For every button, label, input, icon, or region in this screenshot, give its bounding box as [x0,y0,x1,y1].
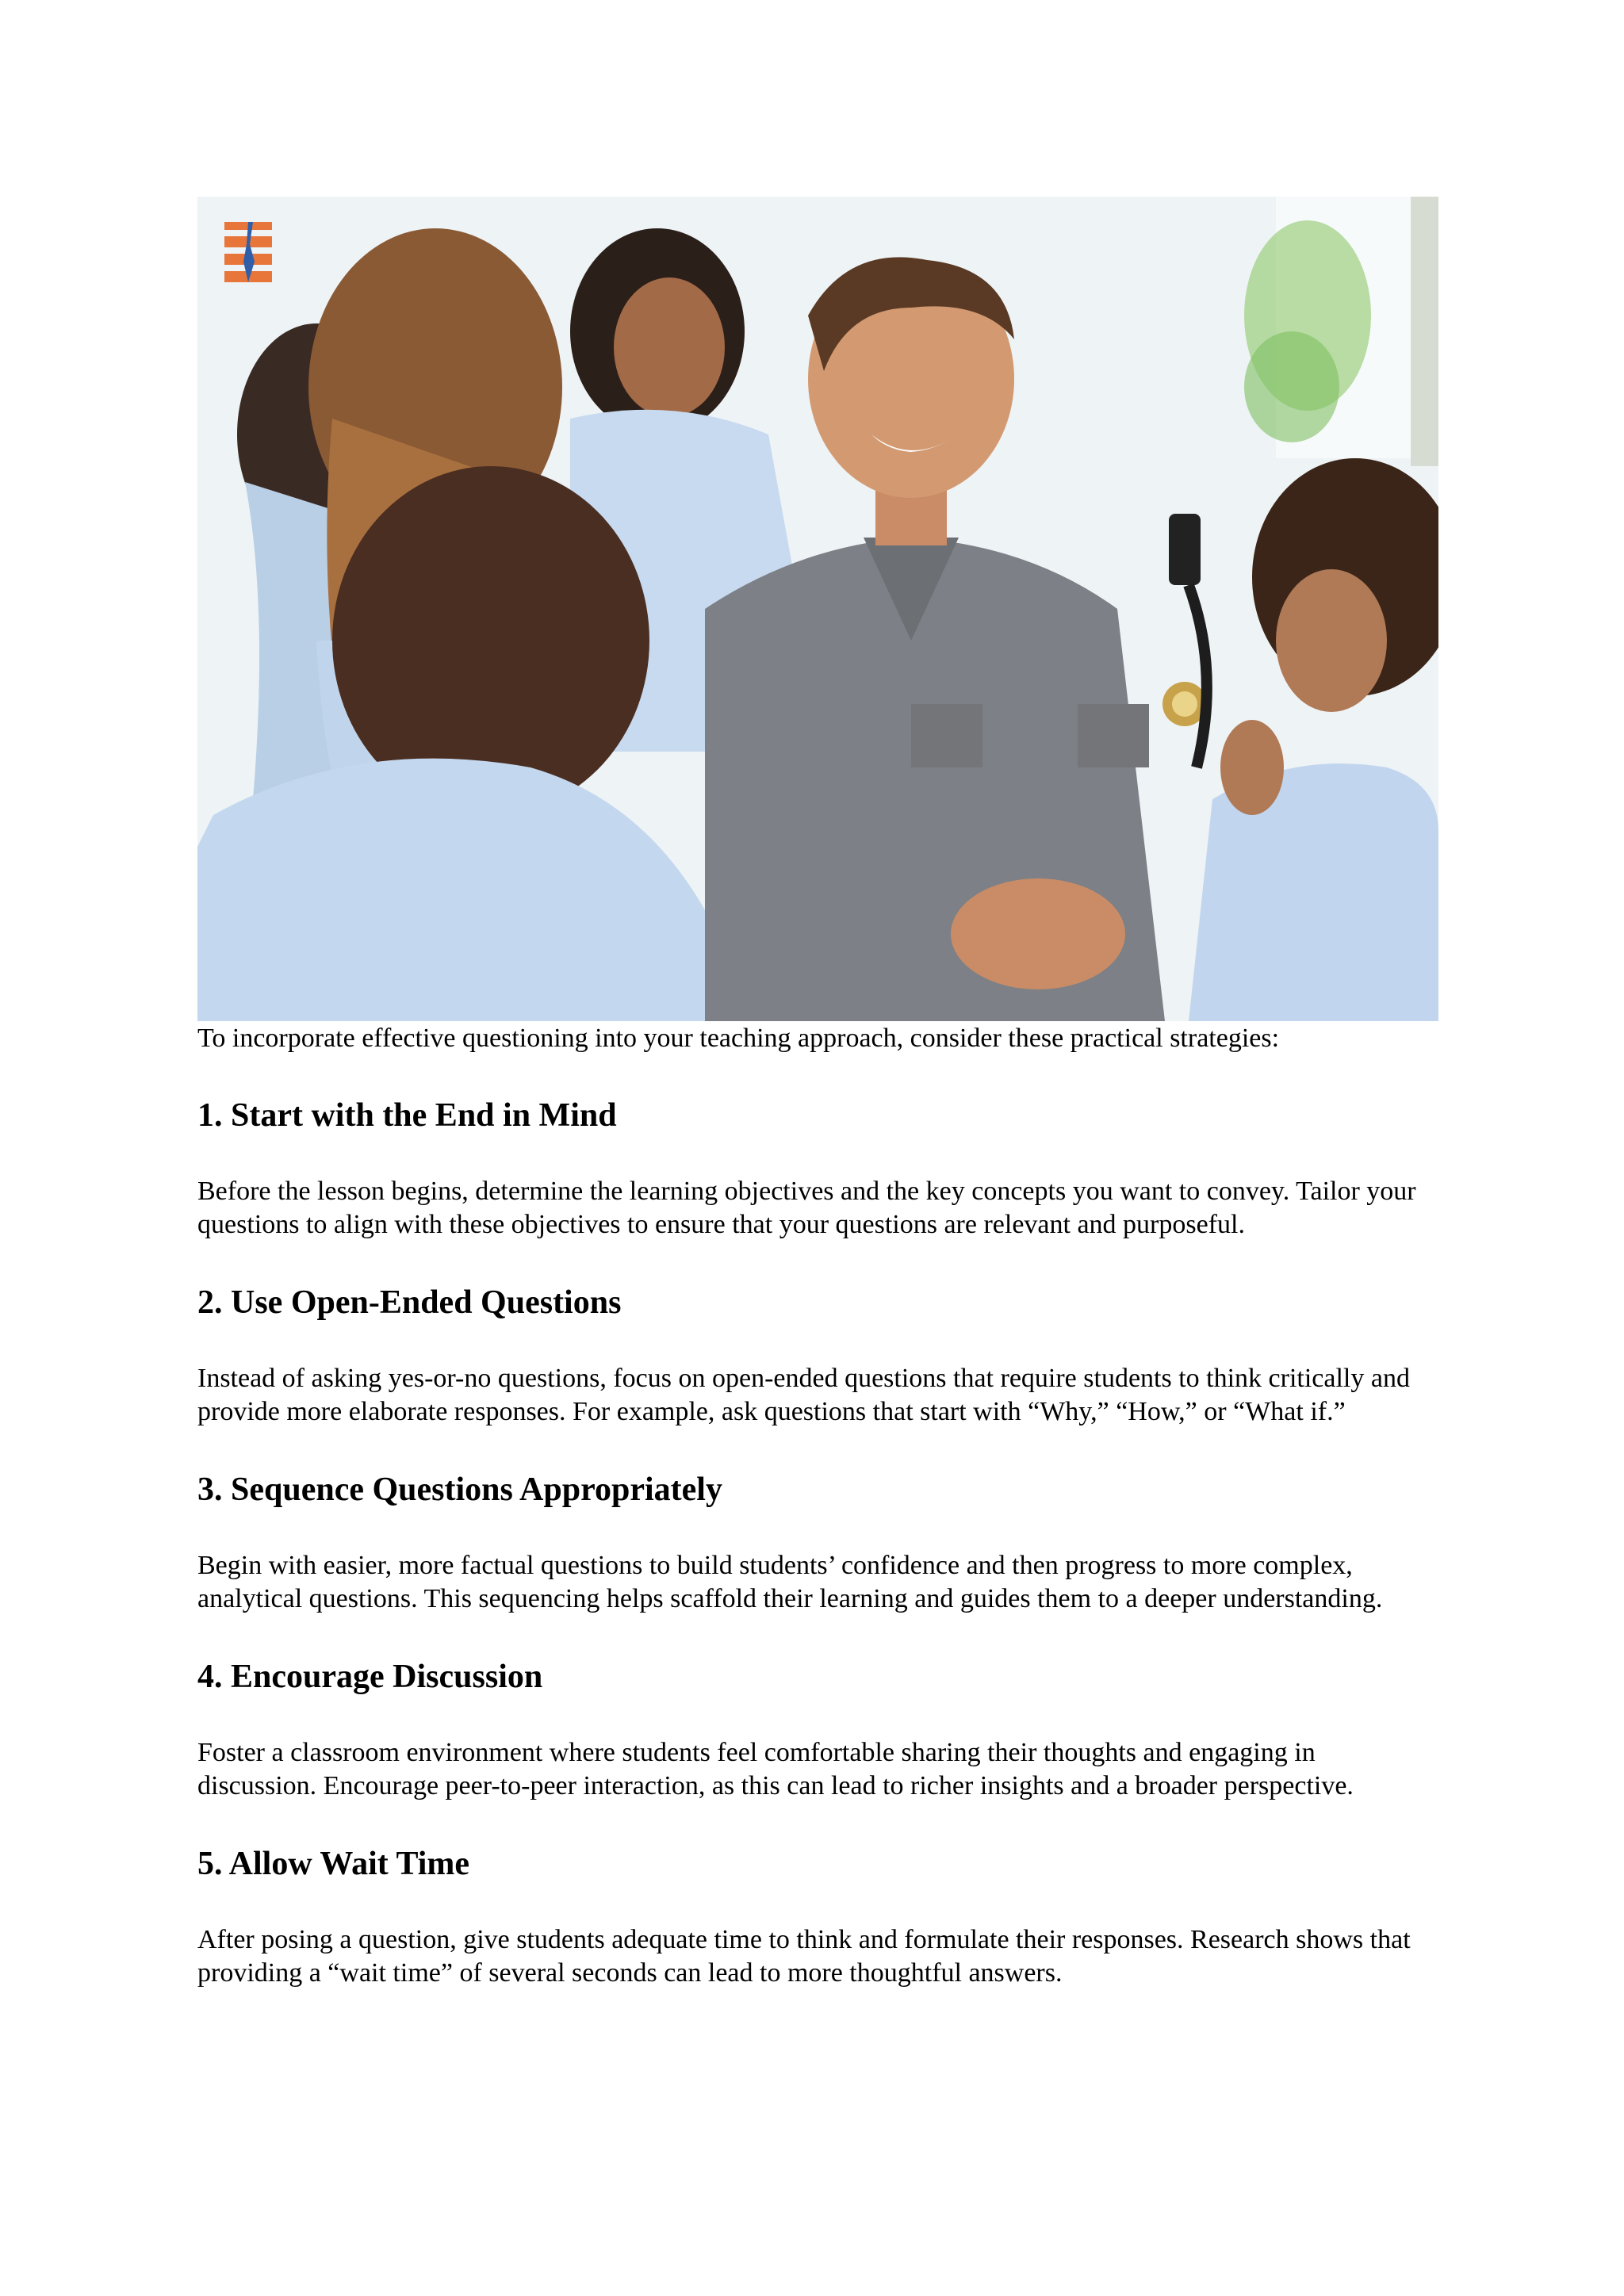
section-heading: 5. Allow Wait Time [197,1846,470,1882]
section-body: After posing a question, give students adequate time to think and formulate their responses. Research shows that providing a “wait time” of several seconds can lead to more thoughtful answers. [197,1925,1411,1988]
section-body: Before the lesson begins, determine the learning objectives and the key concepts you want to convey. Tailor your questions to align with these objectives to ensure that your questions are relevant and purposeful. [197,1177,1416,1239]
section-body: Begin with easier, more factual questions to build students’ confidence and then progress to more complex, analytical questions. This sequencing helps scaffold their learning and guides them to a deeper understanding. [197,1551,1383,1613]
document-content [197,197,1438,1990]
section-heading: 4. Encourage Discussion [197,1659,543,1695]
classroom-illustration [197,197,1438,1021]
intro-text: To incorporate effective questioning into your teaching approach, consider these practical strategies: [197,1024,1280,1053]
section-heading: 2. Use Open-Ended Questions [197,1284,622,1321]
section-heading: 3. Sequence Questions Appropriately [197,1471,722,1508]
section-body: Foster a classroom environment where students feel comfortable sharing their thoughts and engaging in discussion. Encourage peer-to-peer interaction, as this can lead to richer insights and a broader perspective. [197,1738,1354,1800]
hero-photo [197,197,1438,1021]
section-body: Instead of asking yes-or-no questions, focus on open-ended questions that require students to think critically and provide more elaborate responses. For example, ask questions that start with “Why,” “How,” or “What if.” [197,1364,1410,1426]
section-heading: 1. Start with the End in Mind [197,1097,617,1134]
